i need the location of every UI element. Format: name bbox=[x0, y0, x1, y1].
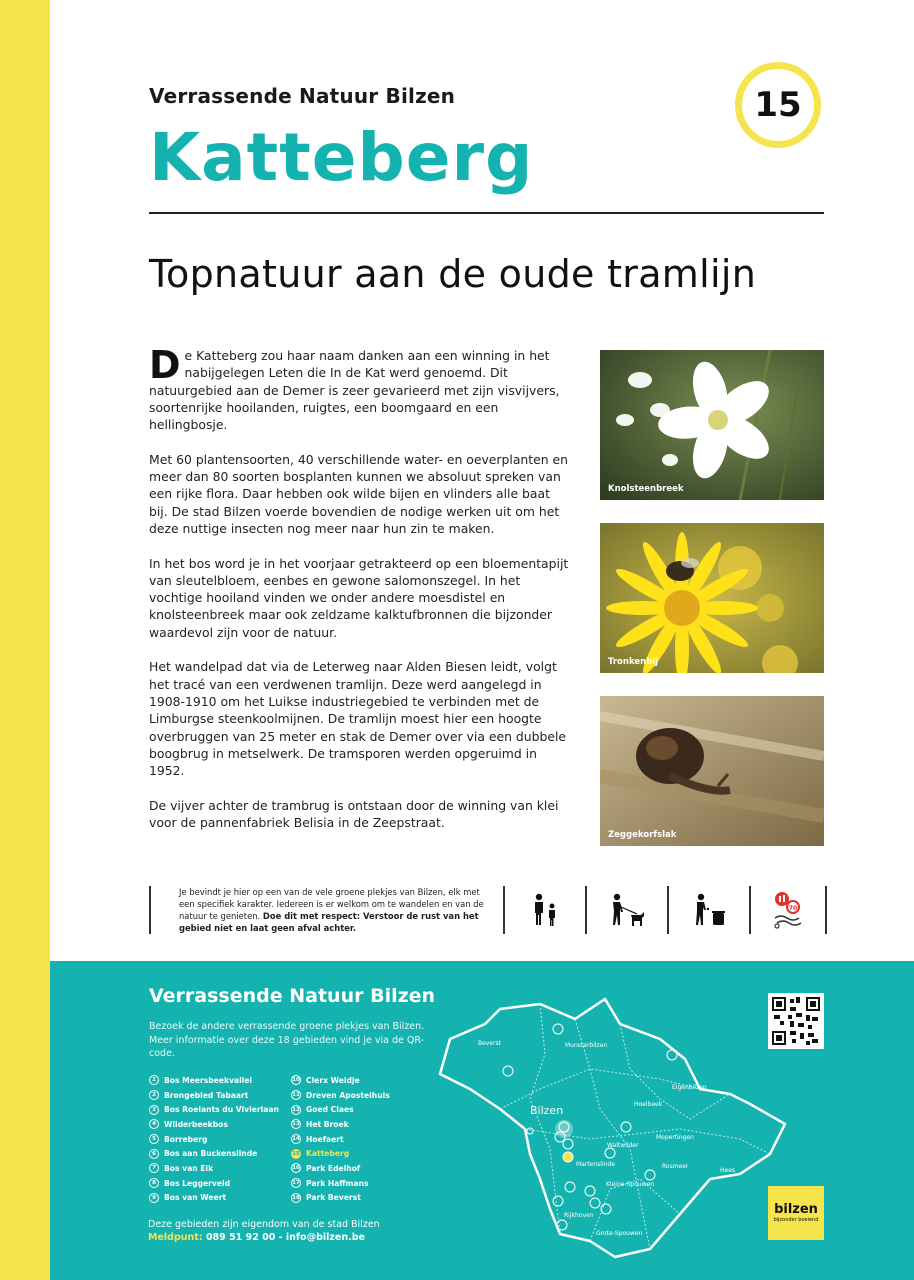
number-circle: 5 bbox=[149, 1134, 159, 1144]
number-circle: 16 bbox=[292, 1165, 300, 1172]
headline: Topnatuur aan de oude tramlijn bbox=[149, 252, 757, 296]
number-circle: 11 bbox=[292, 1092, 300, 1099]
area-name: Park Haffmans bbox=[306, 1178, 369, 1188]
number-circle: 14 bbox=[292, 1136, 300, 1143]
list-item bbox=[149, 1102, 279, 1117]
area-name: Bos Meersbeekvallei bbox=[164, 1075, 253, 1085]
list-item bbox=[149, 1132, 279, 1147]
map-town-label: Grote-Spouwen bbox=[596, 1230, 643, 1237]
map-town-label: Kleine-Spouwen bbox=[606, 1181, 655, 1188]
current-location-marker bbox=[563, 1152, 573, 1162]
area-name: Bos van Weert bbox=[164, 1193, 227, 1203]
area-list-left bbox=[149, 1073, 279, 1205]
yellow-side-bar bbox=[0, 0, 50, 1280]
number-circle: 17 bbox=[292, 1180, 300, 1187]
footer-panel bbox=[50, 961, 914, 1280]
area-name: Het Broek bbox=[306, 1119, 349, 1129]
number-circle: 8 bbox=[149, 1178, 159, 1188]
number-circle: 6 bbox=[149, 1149, 159, 1159]
paragraph: Het wandelpad dat via de Leterweg naar Alden Biesen leidt, volgt het tracé van een verdwenen tramlijn. Deze werd aangelegd in 1908-1910 om het Luikse industriegebied te verbinden met de Limburgse steenkoolmijnen. De tramlijn moest hier een hoogte overbruggen van 25 meter en stak de Demer over via een dubbele boogbrug in metselwerk. De tramsporen werden opgeruimd in 1952. bbox=[149, 659, 567, 779]
meldpunt-value: 089 51 92 00 - info@bilzen.be bbox=[205, 1232, 365, 1243]
paragraph bbox=[149, 343, 569, 433]
article-body bbox=[149, 343, 569, 849]
area-list-right bbox=[291, 1073, 390, 1205]
list-item bbox=[291, 1073, 390, 1088]
list-item bbox=[291, 1161, 390, 1176]
paragraph: Met 60 plantensoorten, 40 verschillende water- en oeverplanten en meer dan 80 soorten bosplanten kunnen we absoluut spreken van een rijke flora. Daar hebben ook wilde bijen en vlinders alle baat bij. De stad Bilzen voerde bovendien de nodige werken uit om het deze nuttige insecten nog meer naar hun zin te maken. bbox=[149, 451, 569, 536]
photo-caption: Zeggekorfslak bbox=[608, 830, 677, 840]
number-circle: 10 bbox=[292, 1077, 300, 1084]
number-circle: 1 bbox=[149, 1075, 159, 1085]
list-item bbox=[149, 1146, 279, 1161]
list-item bbox=[291, 1088, 390, 1103]
no-noise-icon bbox=[749, 886, 827, 934]
number-circle: 18 bbox=[292, 1194, 300, 1201]
map-town-label: Hees bbox=[720, 1167, 736, 1174]
area-number-badge: 15 bbox=[735, 62, 821, 148]
area-name: Borreberg bbox=[164, 1134, 208, 1144]
family-walking-icon bbox=[503, 886, 585, 934]
footer-intro: Bezoek de andere verrassende groene plekjes van Bilzen. Meer informatie over deze 18 gebieden vind je via de QR-code. bbox=[149, 1021, 425, 1059]
logo-brand: bilzen bbox=[774, 1201, 818, 1217]
number-circle: 7 bbox=[149, 1163, 159, 1173]
number-circle: 12 bbox=[292, 1106, 300, 1113]
contact-line bbox=[148, 1232, 365, 1243]
number-circle: 4 bbox=[149, 1119, 159, 1129]
qr-code[interactable] bbox=[768, 993, 824, 1049]
list-item bbox=[149, 1176, 279, 1191]
area-name: Clerx Weidje bbox=[306, 1075, 360, 1085]
list-item bbox=[291, 1176, 390, 1191]
area-name: Park Edelhof bbox=[306, 1163, 361, 1173]
area-name: Brongebied Tabaart bbox=[164, 1090, 249, 1100]
area-name: Dreven Apostelhuis bbox=[306, 1090, 390, 1100]
list-item bbox=[291, 1191, 390, 1206]
area-name: Hoefaert bbox=[306, 1134, 344, 1144]
ownership-note: Deze gebieden zijn eigendom van de stad Bilzen bbox=[148, 1219, 380, 1230]
notice-text: Je bevindt je hier op een van de vele groene plekjes van Bilzen, elk met een specifiek karakter. Iedereen is er welkom om te wandelen en van de natuur te genieten. bbox=[179, 887, 484, 921]
photo-caption: Knolsteenbreek bbox=[608, 484, 684, 494]
list-item-current bbox=[291, 1146, 390, 1161]
number-circle: 13 bbox=[292, 1121, 300, 1128]
list-item bbox=[291, 1117, 390, 1132]
photo-caption: Tronkenbij bbox=[608, 657, 659, 667]
map-town-label: Beverst bbox=[478, 1040, 501, 1047]
area-name: Bos van Eik bbox=[164, 1163, 214, 1173]
number-circle: 2 bbox=[149, 1090, 159, 1100]
map-town-label: Rijkhoven bbox=[564, 1212, 594, 1219]
list-item bbox=[149, 1073, 279, 1088]
number-circle: 3 bbox=[149, 1105, 159, 1115]
list-item bbox=[149, 1117, 279, 1132]
paragraph-text: e Katteberg zou haar naam danken aan een winning in het nabijgelegen Leten die In de Kat werd genoemd. Dit natuurgebied aan de Demer is zeer gevarieerd met zijn visvijvers, soortenrijke hooilanden, ruigtes, een boomgaard en een hellingbosje. bbox=[149, 348, 560, 433]
area-name: Goed Claes bbox=[306, 1105, 354, 1115]
map-town-label: Mopertingen bbox=[656, 1134, 694, 1141]
meldpunt-label: Meldpunt: bbox=[148, 1232, 203, 1243]
area-name: Katteberg bbox=[306, 1149, 350, 1159]
dog-on-leash-icon bbox=[585, 886, 667, 934]
area-name: Bos Roelants du Vivierlaan bbox=[164, 1105, 279, 1115]
logo-tagline: bijzonder boeiend bbox=[773, 1216, 819, 1223]
map-town-label: Martenslinde bbox=[576, 1161, 615, 1168]
number-circle: 15 bbox=[292, 1150, 300, 1157]
paragraph: De vijver achter de trambrug is ontstaan door de winning van klei voor de pannenfabriek Belisia in de Zeepstraat. bbox=[149, 797, 559, 831]
photo-tronkenbij bbox=[600, 523, 824, 673]
area-name: Bos Leggerveld bbox=[164, 1178, 231, 1188]
list-item bbox=[149, 1191, 279, 1206]
number-circle: 9 bbox=[149, 1193, 159, 1203]
photo-knolsteenbreek bbox=[600, 350, 824, 500]
svg-text:70: 70 bbox=[788, 905, 798, 912]
list-item bbox=[149, 1161, 279, 1176]
area-name: Bos aan Buckenslinde bbox=[164, 1149, 258, 1159]
series-title: Verrassende Natuur Bilzen bbox=[149, 84, 456, 108]
bilzen-logo bbox=[768, 1186, 824, 1240]
list-item bbox=[149, 1088, 279, 1103]
area-name: Wilderbeekbos bbox=[164, 1119, 228, 1129]
map-town-label: Hoelbeek bbox=[634, 1101, 663, 1108]
drop-cap: D bbox=[149, 343, 181, 387]
map-town-label: Rosmeer bbox=[662, 1163, 689, 1170]
map-town-label: Munsterbilzen bbox=[565, 1042, 608, 1049]
paragraph: In het bos word je in het voorjaar getrakteerd op een bloementapijt van sleutelbloem, eenbes en gewone salomonszegel. In het vochtige hooiland vinden we onder andere moesdistel en knolsteenbreek maar ook zeldzame kalktufbronnen die bijzonder waardevol zijn voor de natuur. bbox=[149, 555, 569, 640]
list-item bbox=[291, 1132, 390, 1147]
photo-zeggekorfslak bbox=[600, 696, 824, 846]
notice-emphasis: Doe dit met respect: Verstoor de rust van het gebied niet en laat geen afval achter. bbox=[179, 911, 479, 933]
rules-icon-row bbox=[503, 886, 827, 934]
visitor-notice bbox=[149, 886, 489, 934]
bilzen-area-map bbox=[430, 979, 800, 1264]
area-name: Park Beverst bbox=[306, 1193, 361, 1203]
map-town-label: Waltwilder bbox=[607, 1142, 639, 1149]
list-item bbox=[291, 1102, 390, 1117]
footer-title: Verrassende Natuur Bilzen bbox=[149, 985, 436, 1007]
page-title: Katteberg bbox=[149, 119, 534, 196]
map-town-label: Eigenbilzen bbox=[672, 1084, 707, 1091]
divider bbox=[149, 212, 824, 214]
map-city-label: Bilzen bbox=[530, 1104, 564, 1117]
litter-bin-icon bbox=[667, 886, 749, 934]
